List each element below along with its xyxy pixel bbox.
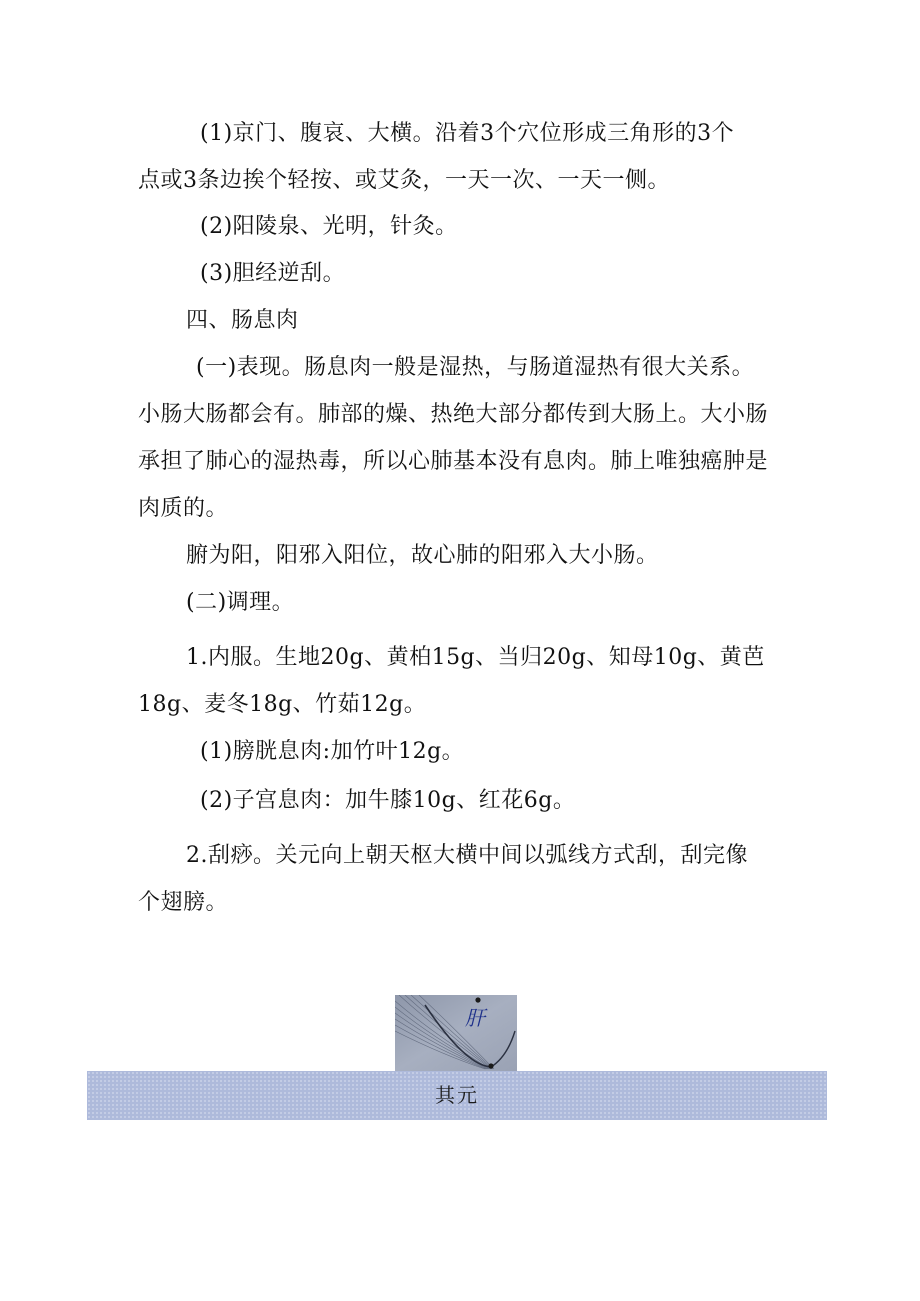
paragraph-line: (一)表现。肠息肉一般是湿热，与肠道湿热有很大关系。: [196, 355, 755, 380]
paragraph-line: (2)阳陵泉、光明，针灸。: [200, 214, 458, 239]
paragraph-line: 肉质的。: [138, 496, 229, 521]
paragraph-line: 承担了肺心的湿热毒，所以心肺基本没有息肉。肺上唯独癌肿是: [138, 449, 769, 474]
paragraph-line: 点或3条边挨个轻按、或艾灸，一天一次、一天一侧。: [138, 168, 670, 193]
paragraph-line: 腑为阳，阳邪入阳位，故心肺的阳邪入大小肠。: [186, 543, 659, 568]
paragraph-line: 18g、麦冬18g、竹茹12g。: [138, 692, 427, 717]
paragraph-line: (1)膀胱息肉:加竹叶12g。: [200, 739, 465, 764]
handwritten-label: 肝: [465, 1006, 485, 1030]
paragraph-line: (3)胆经逆刮。: [200, 261, 346, 286]
paragraph-line: (二)调理。: [186, 590, 295, 615]
paragraph-line: 个翅膀。: [138, 890, 229, 915]
paragraph-line: 小肠大肠都会有。肺部的燥、热绝大部分都传到大肠上。大小肠: [138, 402, 769, 427]
paragraph-line: (2)子宫息肉：加牛膝10g、红花6g。: [200, 788, 576, 813]
acupoint-sketch-image: [395, 995, 517, 1071]
caption-bar: [87, 1071, 827, 1120]
paragraph-line: 1.内服。生地20g、黄柏15g、当归20g、知母10g、黄芭: [186, 645, 765, 670]
section-heading: 四、肠息肉: [186, 308, 299, 333]
paragraph-line: 2.刮痧。关元向上朝天枢大横中间以弧线方式刮，刮完像: [186, 843, 748, 868]
paragraph-line: (1)京门、腹哀、大横。沿着3个穴位形成三角形的3个: [200, 121, 735, 146]
caption-text: 其元: [435, 1083, 479, 1107]
